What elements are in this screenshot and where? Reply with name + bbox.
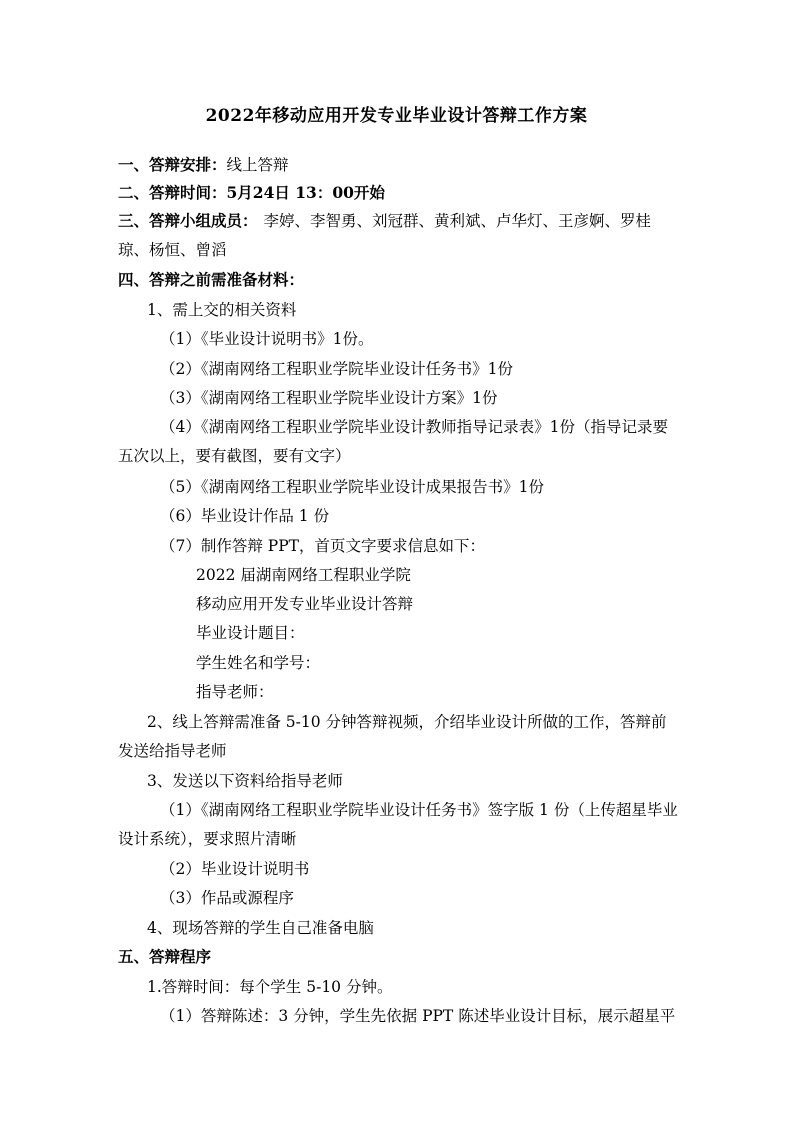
ppt-line-5: 指导老师： [196,683,274,701]
section3-line [118,210,651,232]
section1-heading: 一、答辩安排： [118,155,227,174]
section5-heading: 五、答辩程序 [118,947,212,966]
section4-sub2: （2）《湖南网络工程职业学院毕业设计任务书》1份 [160,360,513,378]
ppt-line-3: 毕业设计题目： [196,624,305,642]
section4-item3-sub3: （3）作品或源程序 [160,889,294,907]
section3-members-2: 琼、杨恒、曾滔 [118,241,227,259]
section4-item3-sub1-1: （1）《湖南网络工程职业学院毕业设计任务书》签字版 1 份（上传超星毕业 [160,801,678,819]
section4-heading: 四、答辩之前需准备材料： [118,270,305,289]
section4-sub1: （1）《毕业设计说明书》1份。 [160,330,374,348]
section5-item1: 1.答辩时间：每个学生 5-10 分钟。 [147,978,393,996]
section4-item3-sub1-2: 设计系统），要求照片清晰 [118,830,297,848]
section3-heading: 三、答辩小组成员： [118,211,258,230]
section4-item4: 4、现场答辩的学生自己准备电脑 [147,919,374,937]
section4-sub5: （5）《湖南网络工程职业学院毕业设计成果报告书》1份 [160,478,544,496]
section2-line [118,182,385,204]
section4-item3-sub2: （2）毕业设计说明书 [160,860,310,878]
section2-value: 5月24日 13：00开始 [226,183,385,202]
section4-item2-2: 发送给指导老师 [118,742,227,760]
section4-sub4-1: （4）《湖南网络工程职业学院毕业设计教师指导记录表》1份（指导记录要 [160,418,668,436]
section5-sub1: （1）答辩陈述：3 分钟，学生先依据 PPT 陈述毕业设计目标，展示超星平 [160,1007,676,1025]
section4-item3: 3、发送以下资料给指导老师 [147,772,343,790]
section4-sub6: （6）毕业设计作品 1 份 [160,507,330,525]
ppt-line-1: 2022 届湖南网络工程职业学院 [196,566,411,584]
ppt-line-4: 学生姓名和学号： [196,654,321,672]
ppt-line-2: 移动应用开发专业毕业设计答辩 [196,595,414,613]
section1-value: 线上答辩 [226,156,289,174]
section4-sub7: （7）制作答辩 PPT，首页文字要求信息如下： [160,537,485,555]
section3-members-1: 李婷、李智勇、刘冠群、黄利斌、卢华灯、王彦婀、罗桂 [263,212,652,230]
section1-line [118,154,289,176]
section2-heading: 二、答辩时间： [118,183,227,202]
section4-sub4-2: 五次以上，要有截图，要有文字） [118,447,351,465]
section4-sub3: （3）《湖南网络工程职业学院毕业设计方案》1份 [160,389,498,407]
section4-item2-1: 2、线上答辩需准备 5-10 分钟答辩视频，介绍毕业设计所做的工作，答辩前 [147,713,667,731]
section4-item1: 1、需上交的相关资料 [147,301,297,319]
document-title: 2022年移动应用开发专业毕业设计答辩工作方案 [205,106,588,126]
